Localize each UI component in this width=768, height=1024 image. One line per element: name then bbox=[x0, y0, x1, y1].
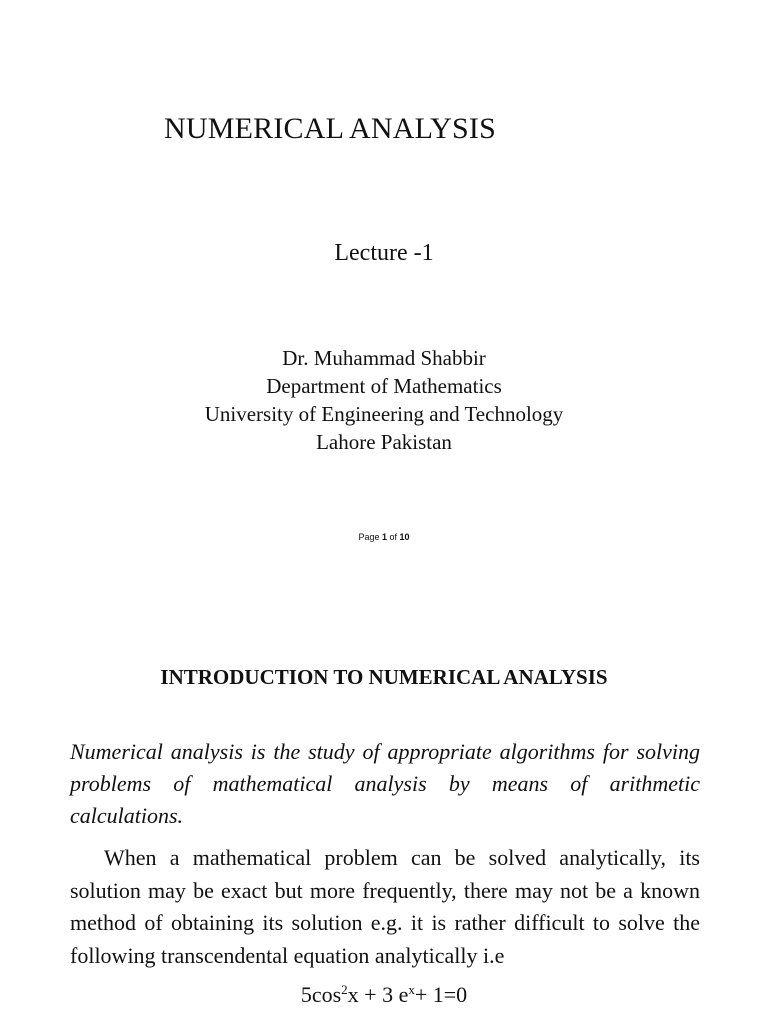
document-title: NUMERICAL ANALYSIS bbox=[164, 112, 497, 145]
body-paragraph: When a mathematical problem can be solved analytically, its solution may be exact but more frequently, there may not be a known method of obtaining its solution e.g. it is rather difficult to solve the following transcendental equation analytically i.e bbox=[70, 845, 700, 968]
page-indicator bbox=[0, 532, 768, 542]
page-prefix: Page bbox=[358, 532, 380, 542]
equation-exponent-2: x bbox=[408, 982, 415, 997]
author-university: University of Engineering and Technology bbox=[204, 402, 564, 426]
page-separator: of bbox=[389, 532, 398, 542]
equation-part-3: + 1=0 bbox=[414, 982, 468, 1007]
page-current: 1 bbox=[381, 532, 387, 542]
lecture-number: Lecture -1 bbox=[334, 240, 434, 266]
equation-part-1: 5cos bbox=[300, 982, 342, 1007]
equation-part-2: x + 3 e bbox=[347, 982, 409, 1007]
author-name: Dr. Muhammad Shabbir bbox=[282, 346, 486, 370]
equation-exponent-1: 2 bbox=[341, 982, 348, 997]
author-block bbox=[0, 344, 768, 456]
section-heading: INTRODUCTION TO NUMERICAL ANALYSIS bbox=[160, 665, 608, 689]
definition-paragraph: Numerical analysis is the study of appropriate algorithms for solving problems of mathematical analysis by means of arithmetic calculations. bbox=[70, 739, 700, 828]
page-total: 10 bbox=[399, 532, 410, 542]
author-location: Lahore Pakistan bbox=[316, 430, 452, 454]
transcendental-equation bbox=[0, 982, 768, 1008]
author-department: Department of Mathematics bbox=[266, 374, 502, 398]
